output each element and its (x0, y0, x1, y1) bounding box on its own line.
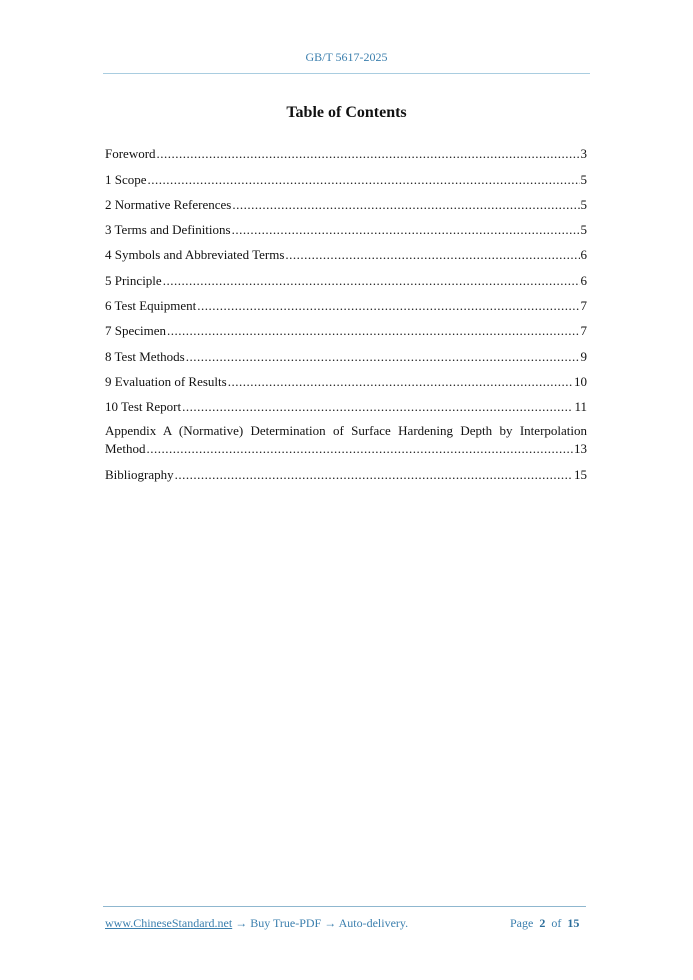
toc-item-page: 3 (580, 146, 587, 162)
toc-list (105, 138, 587, 484)
leader-dots (146, 440, 573, 458)
toc-item-page: 5 (580, 196, 587, 212)
toc-item-label: 8 Test Methods (105, 348, 185, 364)
toc-item-page: 15 (574, 466, 587, 482)
toc-item-scope[interactable] (105, 163, 587, 188)
toc-item-evaluation[interactable] (105, 366, 587, 391)
page-total: 15 (567, 916, 580, 930)
leader-dots (148, 171, 580, 189)
toc-item-page: 13 (574, 441, 587, 457)
page-indicator (510, 916, 579, 931)
header-standard-code: GB/T 5617-2025 (305, 50, 388, 64)
toc-item-label: 3 Terms and Definitions (105, 222, 231, 238)
toc-item-principle[interactable] (105, 264, 587, 289)
toc-item-appendix-a[interactable] (105, 422, 587, 458)
leader-dots (232, 221, 580, 239)
toc-item-test-methods[interactable] (105, 340, 587, 365)
toc-item-page: 6 (580, 272, 587, 288)
toc-item-page: 7 (580, 298, 587, 314)
toc-item-page: 6 (580, 247, 587, 263)
toc-item-label: 9 Evaluation of Results (105, 373, 227, 389)
toc-item-label: Foreword (105, 146, 156, 162)
toc-item-label-line1: Appendix A (Normative) Determination of Surface Hardening Depth by Interpolation (105, 423, 587, 439)
page-of: of (551, 916, 562, 930)
leader-dots (197, 297, 579, 315)
arrow-icon: → (235, 916, 248, 930)
header-divider (103, 73, 590, 74)
toc-item-page: 10 (574, 373, 587, 389)
toc-item-label: 1 Scope (105, 171, 147, 187)
auto-delivery-text: Auto-delivery. (338, 916, 409, 930)
leader-dots (175, 466, 573, 484)
toc-item-page: 5 (580, 222, 587, 238)
toc-item-label: Bibliography (105, 466, 174, 482)
toc-item-label: 2 Normative References (105, 196, 232, 212)
toc-item-label-line2: Method (105, 441, 146, 457)
leader-dots (285, 246, 579, 264)
toc-item-terms-definitions[interactable] (105, 214, 587, 239)
page-prefix: Page (510, 916, 534, 930)
arrow-icon: → (324, 916, 337, 930)
toc-item-specimen[interactable] (105, 315, 587, 340)
website-link[interactable]: www.ChineseStandard.net (105, 916, 233, 930)
toc-item-label: 7 Specimen (105, 323, 167, 339)
toc-item-page: 5 (580, 171, 587, 187)
toc-item-page: 7 (580, 323, 587, 339)
leader-dots (182, 398, 573, 416)
toc-item-test-report[interactable] (105, 391, 587, 416)
toc-item-normative-references[interactable] (105, 189, 587, 214)
toc-item-test-equipment[interactable] (105, 290, 587, 315)
toc-item-label: 4 Symbols and Abbreviated Terms (105, 247, 285, 263)
page-current: 2 (539, 916, 546, 930)
leader-dots (163, 272, 580, 290)
toc-item-foreword[interactable] (105, 138, 587, 163)
leader-dots (157, 145, 580, 163)
leader-dots (186, 348, 580, 366)
toc-item-page: 9 (580, 348, 587, 364)
toc-item-label: 5 Principle (105, 272, 162, 288)
toc-item-label: 6 Test Equipment (105, 298, 197, 314)
footer-divider (103, 906, 586, 907)
toc-item-symbols[interactable] (105, 239, 587, 264)
leader-dots (232, 196, 579, 214)
leader-dots (228, 373, 573, 391)
leader-dots (167, 322, 579, 340)
toc-title: Table of Contents (286, 104, 407, 121)
toc-item-label: 10 Test Report (105, 399, 182, 415)
footer-promo (105, 916, 408, 931)
toc-item-bibliography[interactable] (105, 458, 587, 483)
toc-item-page: 11 (574, 399, 587, 415)
buy-true-pdf-text: Buy True-PDF (250, 916, 322, 930)
